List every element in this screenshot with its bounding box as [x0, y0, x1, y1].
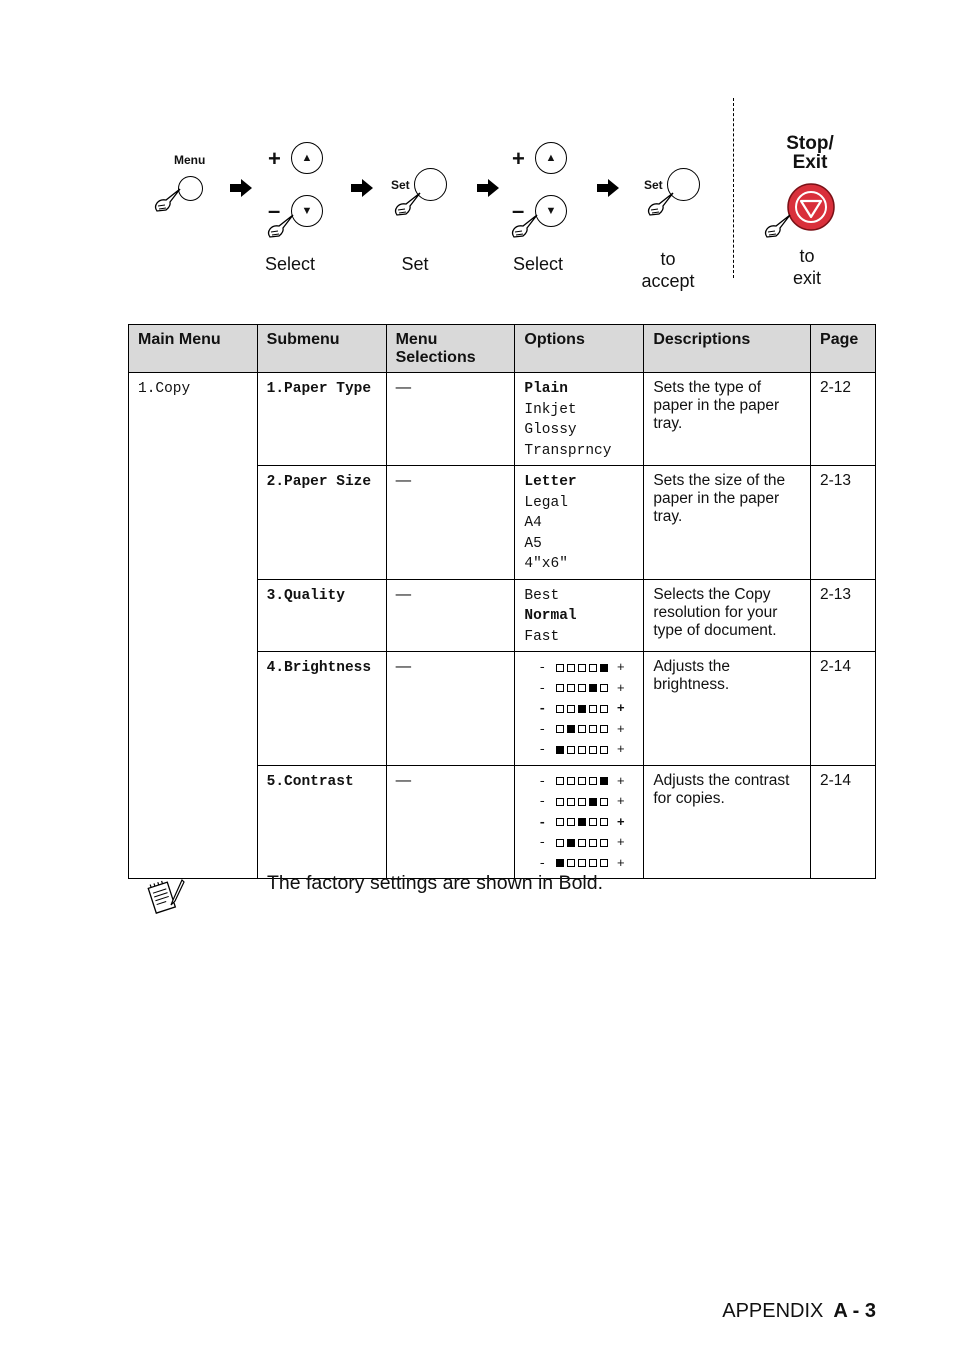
option-item: Normal: [524, 608, 577, 624]
level-block: [578, 839, 586, 847]
option-item: Transprncy: [524, 442, 612, 459]
submenu-cell: 1.Paper Type: [257, 373, 386, 466]
level-scale: - +: [538, 855, 625, 871]
submenu-cell: 4.Brightness: [257, 652, 386, 766]
level-block: [578, 664, 586, 672]
finger-press-icon: [265, 212, 297, 240]
level-scale: - +: [538, 814, 625, 830]
submenu-cell: 2.Paper Size: [257, 466, 386, 580]
level-block: [589, 859, 597, 867]
level-block: [567, 818, 575, 826]
table-row: [129, 373, 876, 466]
level-block: [567, 859, 575, 867]
level-block: [589, 798, 597, 806]
level-block: [556, 664, 564, 672]
level-block: [567, 746, 575, 754]
option-item: 4"x6": [524, 556, 568, 572]
level-block: [556, 798, 564, 806]
copy-menu-table: [128, 324, 876, 879]
down-key[interactable]: ▼: [535, 195, 567, 227]
stop-exit-label: Stop/ Exit: [786, 133, 834, 173]
note-text: The factory settings are shown in Bold.: [267, 872, 604, 894]
header-options: Options: [515, 325, 644, 373]
level-scale: - +: [538, 680, 625, 696]
finger-press-icon: [152, 186, 184, 214]
level-block: [600, 746, 608, 754]
up-key[interactable]: ▲: [291, 142, 323, 174]
options-cell: [515, 765, 644, 879]
note-pad-icon: [146, 878, 186, 916]
level-block: [567, 705, 575, 713]
table-header-row: [129, 325, 876, 373]
level-block: [567, 684, 575, 692]
level-block: [578, 725, 586, 733]
caption-select-1: Select: [264, 254, 316, 274]
finger-press-icon: [392, 190, 424, 218]
footer-page-number: A - 3: [833, 1300, 876, 1322]
level-block: [600, 684, 608, 692]
level-block: [567, 725, 575, 733]
level-block: [589, 725, 597, 733]
level-block: [567, 798, 575, 806]
option-item: Inkjet: [524, 401, 577, 418]
level-block: [600, 705, 608, 713]
footer-section: APPENDIX: [722, 1300, 824, 1322]
page-footer: [722, 1300, 876, 1323]
options-cell: [515, 579, 644, 652]
level-scale: - +: [538, 660, 625, 675]
option-item: Letter: [524, 474, 577, 490]
level-block: [578, 818, 586, 826]
level-block: [589, 818, 597, 826]
level-block: [589, 839, 597, 847]
page-cell: 2-12: [811, 373, 876, 466]
arrow-right-icon: [230, 179, 252, 197]
level-block: [556, 839, 564, 847]
level-block: [589, 705, 597, 713]
options-cell: [515, 373, 644, 466]
up-key[interactable]: ▲: [535, 142, 567, 174]
level-block: [589, 746, 597, 754]
level-block: [556, 746, 564, 754]
level-scale: - +: [538, 701, 625, 716]
header-descriptions: Descriptions: [644, 325, 811, 373]
submenu-cell: 5.Contrast: [257, 765, 386, 879]
minus-sign: –: [268, 198, 281, 223]
options-cell: [515, 652, 644, 766]
option-item: Fast: [524, 628, 560, 645]
submenu-cell: 3.Quality: [257, 579, 386, 652]
header-page: Page: [811, 325, 876, 373]
level-block: [578, 777, 586, 785]
finger-press-icon: [509, 212, 541, 240]
option-item: A4: [524, 515, 542, 531]
set-key-label: Set: [391, 178, 410, 192]
set-key-label: Set: [644, 178, 663, 192]
option-item: Legal: [524, 494, 568, 511]
main-menu-cell: 1.Copy: [129, 373, 258, 879]
page-cell: 2-13: [811, 466, 876, 580]
description-cell: Sets the type of paper in the paper tray.: [644, 373, 811, 466]
description-cell: Selects the Copy resolution for your type of document.: [644, 579, 811, 652]
finger-press-icon: [762, 212, 794, 240]
level-block: [578, 705, 586, 713]
level-block: [556, 818, 564, 826]
level-scale: - +: [538, 835, 625, 850]
caption-to-accept: to accept: [641, 249, 695, 291]
menu-selection-cell: —: [386, 579, 515, 652]
level-block: [600, 839, 608, 847]
level-block: [578, 746, 586, 754]
level-block: [556, 705, 564, 713]
description-cell: Adjusts the contrast for copies.: [644, 765, 811, 879]
option-item: Best: [524, 587, 560, 604]
finger-press-icon: [645, 190, 677, 218]
level-block: [589, 684, 597, 692]
dashed-divider: [733, 98, 734, 278]
level-block: [578, 798, 586, 806]
level-block: [567, 839, 575, 847]
header-submenu: Submenu: [257, 325, 386, 373]
level-block: [600, 725, 608, 733]
level-block: [556, 725, 564, 733]
level-block: [589, 664, 597, 672]
level-block: [600, 777, 608, 785]
options-cell: [515, 466, 644, 580]
option-item: A5: [524, 535, 542, 552]
plus-sign: +: [512, 146, 525, 171]
arrow-right-icon: [597, 179, 619, 197]
level-block: [578, 684, 586, 692]
caption-select-2: Select: [512, 254, 564, 274]
menu-selection-cell: —: [386, 373, 515, 466]
page-cell: 2-14: [811, 765, 876, 879]
option-item: Plain: [524, 381, 568, 397]
menu-selection-cell: —: [386, 765, 515, 879]
description-cell: Sets the size of the paper in the paper tray.: [644, 466, 811, 580]
caption-to-exit: to exit: [792, 246, 821, 288]
menu-selection-cell: —: [386, 466, 515, 580]
page-cell: 2-14: [811, 652, 876, 766]
level-scale: - +: [538, 742, 625, 757]
minus-sign: –: [512, 198, 525, 223]
level-block: [600, 664, 608, 672]
level-scale: - +: [538, 794, 625, 809]
level-block: [600, 859, 608, 867]
header-main-menu: Main Menu: [129, 325, 258, 373]
caption-set: Set: [401, 254, 429, 274]
level-block: [578, 859, 586, 867]
option-item: Glossy: [524, 422, 577, 438]
level-block: [556, 777, 564, 785]
level-block: [589, 777, 597, 785]
menu-key-label: Menu: [174, 153, 206, 167]
plus-sign: +: [268, 146, 281, 171]
level-scale: - +: [538, 773, 625, 789]
level-block: [600, 798, 608, 806]
level-block: [556, 684, 564, 692]
down-key[interactable]: ▼: [291, 195, 323, 227]
level-scale: - +: [538, 721, 625, 737]
page-cell: 2-13: [811, 579, 876, 652]
arrow-right-icon: [477, 179, 499, 197]
menu-selection-cell: —: [386, 652, 515, 766]
description-cell: Adjusts the brightness.: [644, 652, 811, 766]
arrow-right-icon: [351, 179, 373, 197]
level-block: [567, 777, 575, 785]
level-block: [600, 818, 608, 826]
level-block: [556, 859, 564, 867]
header-menu-selections: Menu Selections: [386, 325, 515, 373]
level-block: [567, 664, 575, 672]
